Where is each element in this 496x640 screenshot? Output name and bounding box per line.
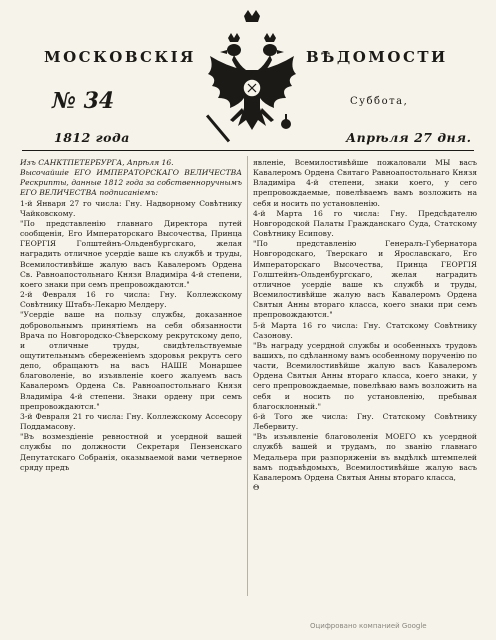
issue-date: Апрѣля 27 дня. <box>346 130 472 145</box>
double-headed-eagle-emblem <box>200 8 304 158</box>
column-divider <box>247 156 248 596</box>
paragraph: 6-й Того же числа: Гну. Статскому Совѣтнику Лебервиту. <box>253 411 477 432</box>
issue-year: 1812 года <box>54 130 130 145</box>
issue-number: № 34 <box>52 88 115 114</box>
paragraph: "По представленію главнаго Директора путей сообщенія, Его Императорскаго Высочества, Принца ГЕОРГІЯ Голштейнъ-Ольденбургскаго, желая наградить отличное усердіе ваше къ службѣ и труды, Всемилостивѣйше жалую васъ Кавалеромъ Ордена Св. Равноапостольнаго Князя Владиміра 4-й степени, коего знаки при семъ препровождаются." <box>20 218 242 289</box>
weekday: Суббота, <box>350 96 409 107</box>
paragraph: 3-й Февраля 21 го числа: Гну. Коллежскому Ассесору Поддамасову. <box>20 411 242 432</box>
masthead-title-left: МОСКОВСКІЯ <box>44 48 196 66</box>
paragraph: Θ <box>253 483 260 492</box>
right-column <box>253 158 477 493</box>
paragraph: 4-й Марта 16 го числа: Гну. Предсѣдателю Новгородской Палаты Гражданскаго Суда, Статскому Совѣтнику Есипову. <box>253 208 477 239</box>
paragraph: "Усердіе ваше на пользу службы, доказанное добровольнымъ принятіемъ на себя обязанности Врача по Новгородско-Сѣверскому рекрутскому депо, и отличные труды, свидѣтельствуемые ощутительнымъ сбереженіемъ здоровья рекрутъ сего депо, обращаютъ на васъ НАШЕ Монаршее благоволеніе, во изъявленіе коего жалуемъ васъ Кавалеромъ Ордена Св. Равноапостольнаго Князя Владиміра 4-й степени. Знаки ордену при семъ препровождаются." <box>20 310 242 411</box>
paragraph: Высочайшіе ЕГО ИМПЕРАТОРСКАГО ВЕЛИЧЕСТВА Рескрипты, данные 1812 года за собственноручнымъ ЕГО ВЕЛИЧЕСТВА подписаніемъ: <box>20 168 242 198</box>
paragraph: 5-й Марта 16 го числа: Гну. Статскому Совѣтнику Сазонову. <box>253 320 477 340</box>
left-column <box>20 158 242 473</box>
paragraph: "Въ награду усердной службы и особенныхъ трудовъ вашихъ, по сдѣланному вамъ особенному порученію по части, Всемилостивѣйше жалую васъ Кавалеромъ Ордена Святыя Анны втораго класса, коего знаки, у сего препровождаемые, повелѣваю вамъ возложить на себя и носить по установленію, пребывая благосклонный." <box>253 340 477 411</box>
digitization-watermark: Оцифровано компанией Google <box>310 622 427 630</box>
paragraph: 1-й Января 27 го числа: Гну. Надворному Совѣтнику Чайковскому. <box>20 198 242 218</box>
paragraph: Изъ САНКТПЕТЕРБУРГА, Апрѣля 16. <box>20 158 174 167</box>
paragraph: явленіе, Всемилостивѣйше пожаловали МЫ васъ Кавалеромъ Ордена Святаго Равноапостольнаго Князя Владиміра 4-й степени, знаки коего, у сего препровождаемые, повелѣваемъ вамъ возложить на себя и носить по установленію. <box>253 158 477 208</box>
paragraph: "По представленію Генералъ-Губернатора Новгородскаго, Тверскаго и Ярославскаго, Его Императорскаго Высочества, Принца ГЕОРГІЯ Голштейнъ-Ольденбургскаго, желая наградить отличное усердіе ваше къ службѣ и труды, Всемилостивѣйше жалую васъ Кавалеромъ Ордена Святыя Анны втораго класса, коего знаки при семъ препровождаются." <box>253 239 477 320</box>
paragraph: 2-й Февраля 16 го числа: Гну. Коллежскому Совѣтнику Штабъ-Лекарю Мелдеру. <box>20 290 242 310</box>
masthead-title-right: ВѢДОМОСТИ <box>306 48 448 66</box>
paragraph: "Въ изъявленіе благоволенія МОЕГО къ усердной службѣ вашей и трудамъ, по званію главнаго Медальера при разпоряженіи въ выдѣлкѣ штемпелей вамъ подъвѣдомыхъ, Всемилостивѣйше жалую васъ Кавалеромъ Ордена Святыя Анны втораго класса, <box>253 432 477 482</box>
paragraph: "Въ возмездіеніе ревностной и усердной вашей службы по должности Секретаря Пензенскаго Депутатскаго Собранія, оказываемой вами четверное сряду предъ <box>20 432 242 472</box>
header-rule <box>22 150 474 151</box>
